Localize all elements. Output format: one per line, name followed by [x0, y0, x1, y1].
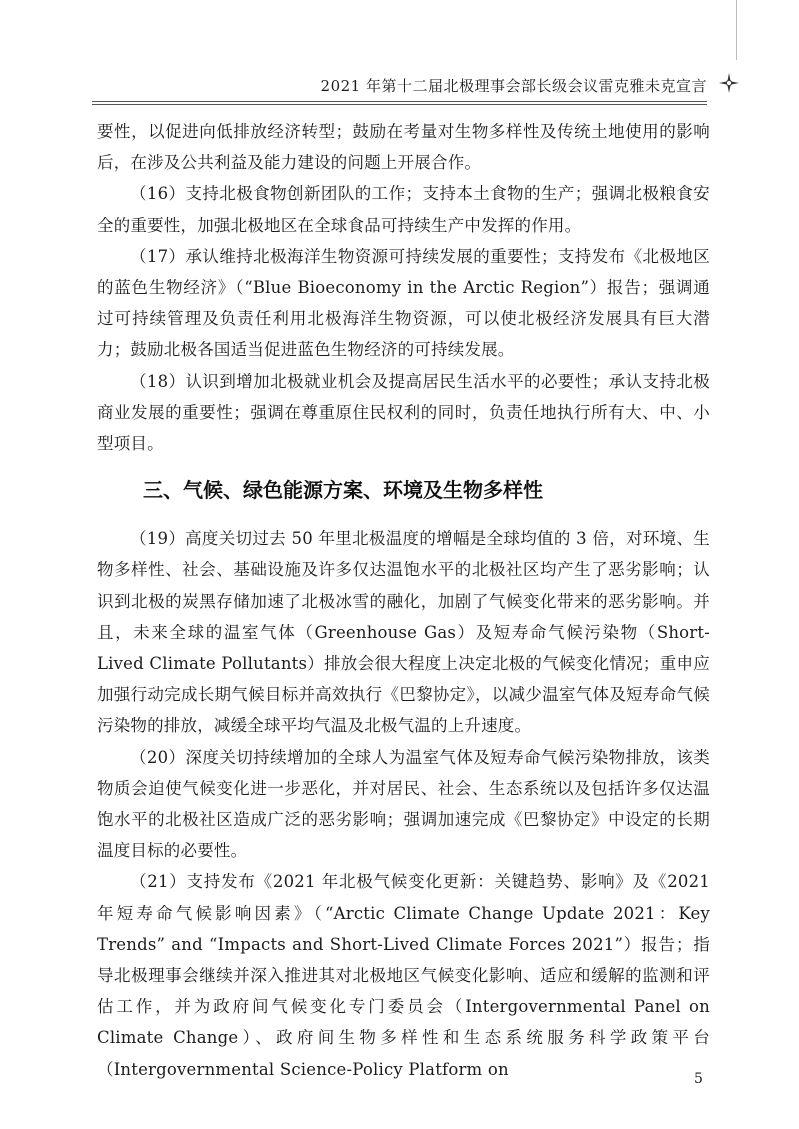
document-body: [97, 116, 710, 1085]
page-number: 5: [694, 1071, 703, 1087]
paragraph-18: （18）认识到增加北极就业机会及提高居民生活水平的必要性；承认支持北极商业发展的重要性；强调在尊重原住民权利的同时，负责任地执行所有大、中、小型项目。: [97, 371, 710, 454]
section-heading: 三、气候、绿色能源方案、环境及生物多样性: [143, 478, 543, 503]
paragraph-16: （16）支持北极食物创新团队的工作；支持本土食物的生产；强调北极粮食安全的重要性，加强北极地区在全球食品可持续生产中发挥的作用。: [97, 184, 710, 235]
paragraph-20: （20）深度关切持续增加的全球人为温室气体及短寿命气候污染物排放，该类物质会迫使气候变化进一步恶化，并对居民、社会、生态系统以及包括许多仅达温饱水平的北极社区造成广泛的恶劣影响；强调加速完成《巴黎协定》中设定的长期温度目标的必要性。: [97, 747, 710, 861]
four-point-star-ornament-icon: [718, 72, 740, 94]
paragraph-17: （17）承认维持北极海洋生物资源可持续发展的重要性；支持发布《北极地区的蓝色生物经济》（“Blue Bioeconomy in the Arctic Region”）报告；强调通过可持续管理及负责任利用北极海洋生物资源，可以使北极经济发展具有巨大潜力；鼓励北极各国适当促进蓝色生物经济的可持续发展。: [97, 246, 710, 360]
page-edge-line: [736, 0, 737, 60]
header-rule-top: [92, 101, 707, 102]
running-header-title: 2021 年第十二届北极理事会部长级会议雷克雅未克宣言: [320, 77, 707, 95]
paragraph-continued: 要性，以促进向低排放经济转型；鼓励在考量对生物多样性及传统土地使用的影响后，在涉及公共利益及能力建设的问题上开展合作。: [97, 122, 710, 173]
paragraph-19: （19）高度关切过去 50 年里北极温度的增幅是全球均值的 3 倍，对环境、生物多样性、社会、基础设施及许多仅达温饱水平的北极社区均产生了恶劣影响；认识到北极的炭黑存储加速了北极冰雪的融化，加剧了气候变化带来的恶劣影响。并且，未来全球的温室气体（Greenhouse Gas）及短寿命气候污染物（Short-Lived Climate Pollutants）排放会很大程度上决定北极的气候变化情况；重申应加强行动完成长期气候目标并高效执行《巴黎协定》，以减少温室气体及短寿命气候污染物的排放，减缓全球平均气温及北极气温的上升速度。: [97, 529, 710, 736]
header-rule-bottom: [92, 104, 707, 105]
paragraph-21: （21）支持发布《2021 年北极气候变化更新：关键趋势、影响》及《2021 年短寿命气候影响因素》（“Arctic Climate Change Update 2021：Key Trends” and “Impacts and Short-Lived Climate Forces 2021”）报告；指导北极理事会继续并深入推进其对北极地区气候变化影响、适应和缓解的监测和评估工作，并为政府间气候变化专门委员会（Intergovernmental Panel on Climate Change）、政府间生物多样性和生态系统服务科学政策平台（Intergovernmental Science-Policy Platform on: [97, 872, 710, 1079]
